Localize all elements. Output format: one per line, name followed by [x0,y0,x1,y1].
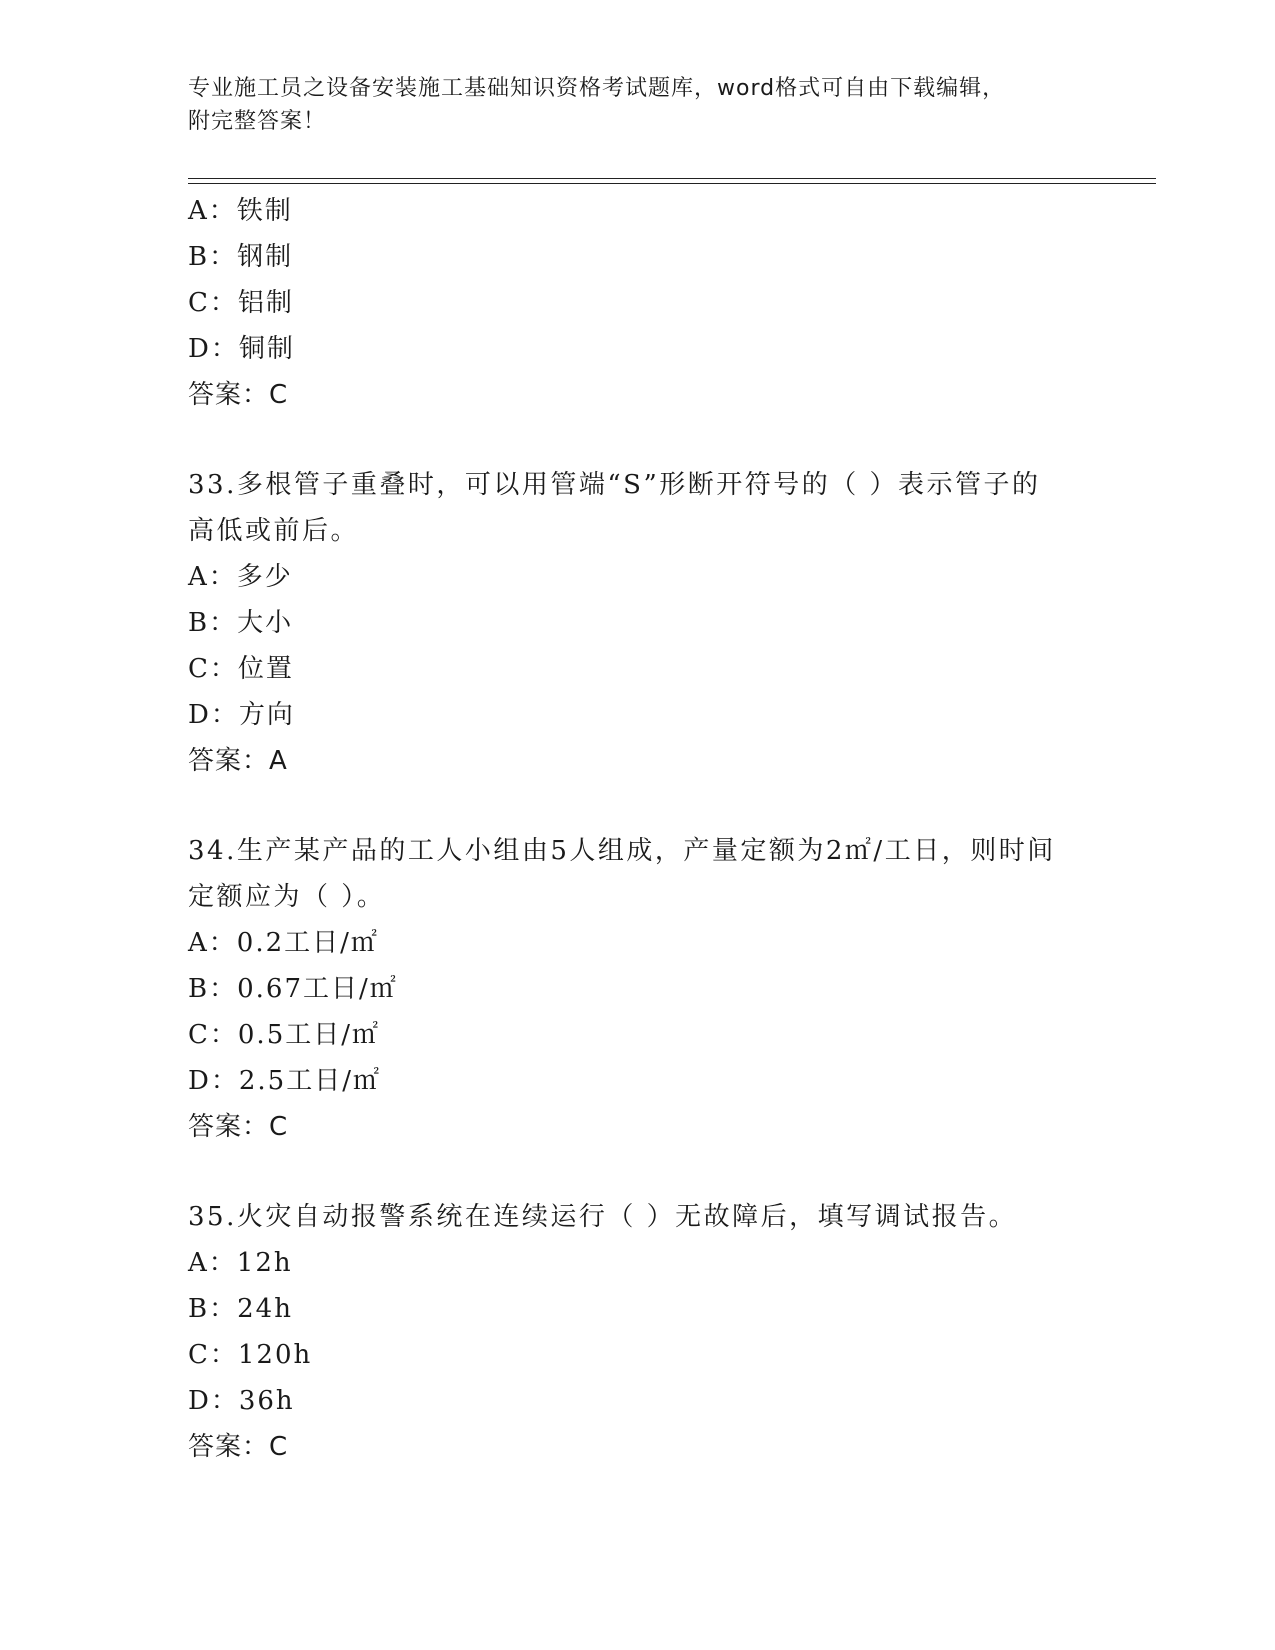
option-b: B：0.67工日/㎡ [188,974,398,1004]
option-d: D：2.5工日/㎡ [188,1066,381,1096]
question-stem [188,1194,1088,1240]
question-stem-line-1: 34.生产某产品的工人小组由5人组成，产量定额为2㎡/工日，则时间 [188,836,1056,866]
option-b: B：24h [188,1294,293,1324]
option-d: D：方向 [188,700,295,730]
question-stem-line-1: 35.火灾自动报警系统在连续运行（ ）无故障后，填写调试报告。 [188,1202,1018,1232]
question-list [188,188,1088,1470]
option-c: C：位置 [188,654,294,684]
answer: 答案：A [188,746,288,776]
answer: 答案：C [188,1432,289,1462]
question-stem [188,828,1088,920]
option-b: B：钢制 [188,242,294,272]
question-stem-line-2: 高低或前后。 [188,516,360,546]
option-a: A：0.2工日/㎡ [188,928,379,958]
question-34 [188,828,1088,1150]
option-d: D：36h [188,1386,295,1416]
question-stem-line-1: 33.多根管子重叠时，可以用管端“S”形断开符号的（ ）表示管子的 [188,470,1041,500]
option-d: D：铜制 [188,334,295,364]
answer: 答案：C [188,380,289,410]
question-33 [188,462,1088,784]
header-line-1: 专业施工员之设备安装施工基础知识资格考试题库，word格式可自由下载编辑， [188,76,1006,101]
option-c: C：0.5工日/㎡ [188,1020,381,1050]
option-c: C：铝制 [188,288,294,318]
option-a: A：铁制 [188,196,293,226]
question-stem [188,462,1088,554]
header-rule-bottom [188,183,1156,184]
question-stem-line-2: 定额应为（ ）。 [188,882,386,912]
answer: 答案：C [188,1112,289,1142]
header-line-2: 附完整答案！ [188,109,327,134]
option-b: B：大小 [188,608,294,638]
option-a: A：多少 [188,562,293,592]
option-a: A：12h [188,1248,293,1278]
page-header [188,72,1088,138]
question-35 [188,1194,1088,1470]
option-c: C：120h [188,1340,313,1370]
header-rule-top [188,178,1156,179]
question-32 [188,188,1088,418]
